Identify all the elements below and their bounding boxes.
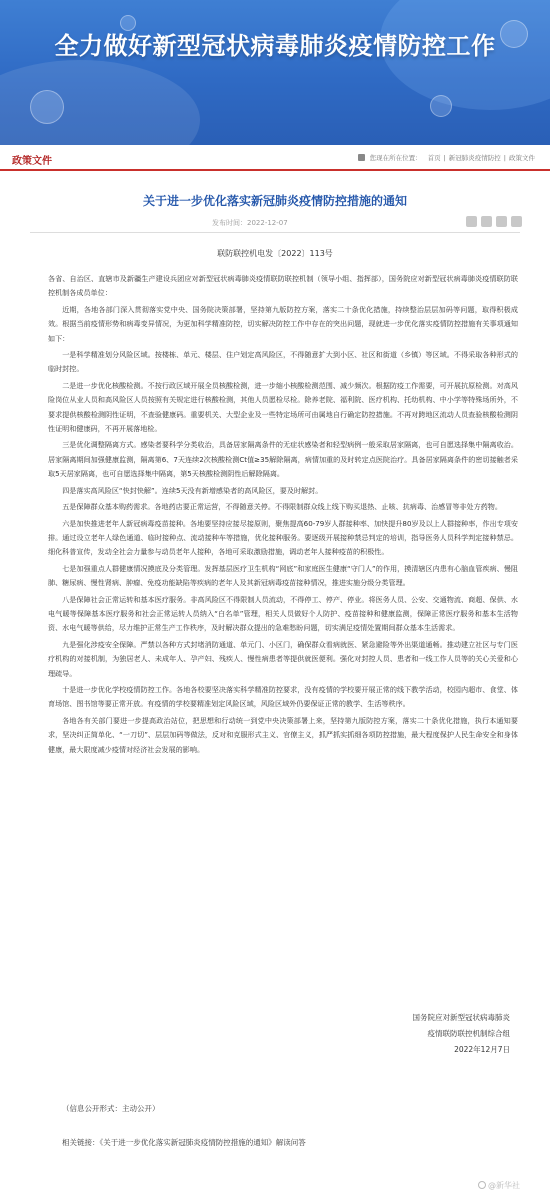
signature-date: 2022年12月7日 — [454, 1045, 510, 1054]
article-body — [48, 272, 518, 759]
paragraph: 十是进一步优化学校疫情防控工作。各地各校要坚决落实科学精准防控要求，没有疫情的学校要开展正常的线下教学活动，校园内超市、食堂、体育场馆、图书馆等要正常开放。有疫情的学校要精准划定风险区域，风险区域外仍要保证正常的教学、生活等秩序。 — [48, 684, 518, 709]
document-number: 联防联控机电发〔2022〕113号 — [217, 249, 333, 258]
virus-decoration — [430, 95, 452, 117]
wechat-icon[interactable] — [496, 216, 507, 227]
paragraph: 各省、自治区、直辖市及新疆生产建设兵团应对新型冠状病毒肺炎疫情联防联控机制（领导小组、指挥部），国务院应对新型冠状病毒肺炎疫情联防联控机制各成员单位： — [48, 274, 518, 298]
article-title: 关于进一步优化落实新冠肺炎疫情防控措施的通知 — [142, 194, 407, 208]
banner-title: 全力做好新型冠状病毒肺炎疫情防控工作 — [54, 32, 496, 60]
paragraph: 各地各有关部门要进一步提高政治站位，把思想和行动统一到党中央决策部署上来，坚持第九版防控方案，落实二十条优化措施，执行本通知要求，坚决纠正简单化、“一刀切”、层层加码等做法，反对和克服形式主义、官僚主义，抓严抓实抓细各项防控措施，最大程度保护人民生命安全和身体健康，最大限度减少疫情对经济社会发展的影响。 — [48, 715, 518, 754]
watermark-text: @新华社 — [488, 1181, 520, 1190]
paragraph: 五是保障群众基本购药需求。各地药店要正常运营，不得随意关停。不得限制群众线上线下购买退热、止咳、抗病毒、治感冒等非处方药物。 — [62, 502, 502, 512]
paragraph: 八是保障社会正常运转和基本医疗服务。非高风险区不得限制人员流动，不得停工、停产、停业。将医务人员、公安、交通物流、商超、保供、水电气暖等保障基本医疗服务和社会正常运转人员纳入“白名单”管理，相关人员做好个人防护、疫苗接种和健康监测，保障正常医疗服务和基本生活物资、水电气暖等供给，尽力维护正常生产工作秩序，及时解决群众提出的急难愁盼问题，切实满足疫情处置期间群众基本生活需求。 — [48, 594, 518, 633]
share-icon[interactable] — [466, 216, 477, 227]
header-banner — [0, 0, 550, 145]
virus-decoration — [30, 90, 64, 124]
related-links — [62, 1137, 306, 1148]
location-icon — [358, 154, 365, 161]
divider — [30, 232, 520, 233]
breadcrumb: 您现在所在位置： 首页 | 新冠肺炎疫情防控 | 政策文件 — [355, 153, 538, 162]
paragraph: 四是落实高风险区“快封快解”。连续5天没有新增感染者的高风险区，要及时解封。 — [62, 485, 323, 495]
date-value: 2022-12-07 — [247, 219, 288, 227]
paragraph: 九是强化涉疫安全保障。严禁以各种方式封堵消防通道、单元门、小区门，确保群众看病就医、紧急避险等外出渠道通畅。推动建立社区与专门医疗机构的对接机制，为独居老人、未成年人、孕产妇、残疾人、慢性病患者等提供就医便利。强化对封控人员、患者和一线工作人员等的关心关爱和心理疏导。 — [48, 639, 518, 678]
publish-date — [212, 218, 288, 228]
breadcrumb-bar — [0, 145, 550, 171]
signature-line: 疫情联防联控机制综合组 — [427, 1029, 510, 1038]
weibo-icon[interactable] — [481, 216, 492, 227]
print-icon[interactable] — [511, 216, 522, 227]
weibo-logo-icon — [478, 1181, 486, 1189]
breadcrumb-item-covid[interactable]: 新冠肺炎疫情防控 — [448, 154, 501, 162]
public-form: （信息公开形式：主动公开） — [62, 1104, 160, 1113]
paragraph: 近期，各地各部门深入贯彻落实党中央、国务院决策部署，坚持第九版防控方案，落实二十条优化措施，持续整治层层加码等问题，取得积极成效。根据当前疫情形势和病毒变异情况，为更加科学精准防控，切实解决防控工作中存在的突出问题，现就进一步优化落实疫情防控措施有关事项通知如下： — [48, 304, 518, 343]
signature-block — [413, 1010, 511, 1058]
share-bar — [466, 216, 522, 227]
breadcrumb-item-policy[interactable]: 政策文件 — [509, 154, 535, 162]
paragraph: 三是优化调整隔离方式。感染者要科学分类收治，具备居家隔离条件的无症状感染者和轻型病例一般采取居家隔离，也可自愿选择集中隔离收治。居家隔离期间加强健康监测，隔离第6、7天连续2次核酸检测Ct值≥35解除隔离，病情加重的及时转定点医院治疗。具备居家隔离条件的密切接触者采取5天居家隔离，也可自愿选择集中隔离，第5天核酸检测阴性后解除隔离。 — [48, 440, 518, 479]
paragraph: 一是科学精准划分风险区域。按楼栋、单元、楼层、住户划定高风险区，不得随意扩大到小区、社区和街道（乡镇）等区域。不得采取各种形式的临时封控。 — [48, 350, 518, 374]
related-label: 相关链接： — [62, 1138, 100, 1147]
paragraph: 二是进一步优化核酸检测。不按行政区域开展全员核酸检测，进一步缩小核酸检测范围、减少频次。根据防疫工作需要，可开展抗原检测。对高风险岗位从业人员和高风险区人员按照有关规定进行核酸检测，其他人员愿检尽检。除养老院、福利院、医疗机构、托幼机构、中小学等特殊场所外，不要求提供核酸检测阴性证明，不查验健康码。重要机关、大型企业及一些特定场所可由属地自行确定防控措施。不再对跨地区流动人员查验核酸检测阴性证明和健康码，不再开展落地检。 — [48, 380, 518, 434]
signature-line: 国务院应对新型冠状病毒肺炎 — [412, 1013, 510, 1022]
paragraph: 六是加快推进老年人新冠病毒疫苗接种。各地要坚持应接尽接原则，聚焦提高60-79岁人群接种率、加快提升80岁及以上人群接种率，作出专项安排。通过设立老年人绿色通道、临时接种点、流动接种车等措施，优化接种服务。要逐级开展接种禁忌判定的培训，指导医务人员科学判定接种禁忌。细化科普宣传，发动全社会力量参与动员老年人接种，各地可采取激励措施，调动老年人接种疫苗的积极性。 — [48, 518, 518, 557]
section-title: 政策文件 — [12, 156, 52, 167]
breadcrumb-item-home[interactable]: 首页 — [427, 154, 441, 162]
date-label: 发布时间： — [212, 219, 247, 227]
watermark — [478, 1180, 520, 1191]
related-link[interactable]: 《关于进一步优化落实新冠肺炎疫情防控措施的通知》解读问答 — [99, 1138, 306, 1147]
breadcrumb-location-label: 您现在所在位置： — [369, 154, 422, 162]
paragraph: 七是加强重点人群健康情况摸底及分类管理。发挥基层医疗卫生机构“网底”和家庭医生健康“守门人”的作用，摸清辖区内患有心脑血管疾病、慢阻肺、糖尿病、慢性肾病、肿瘤、免疫功能缺陷等疾病的老年人及其新冠病毒疫苗接种情况，推进实施分级分类管理。 — [48, 563, 518, 588]
